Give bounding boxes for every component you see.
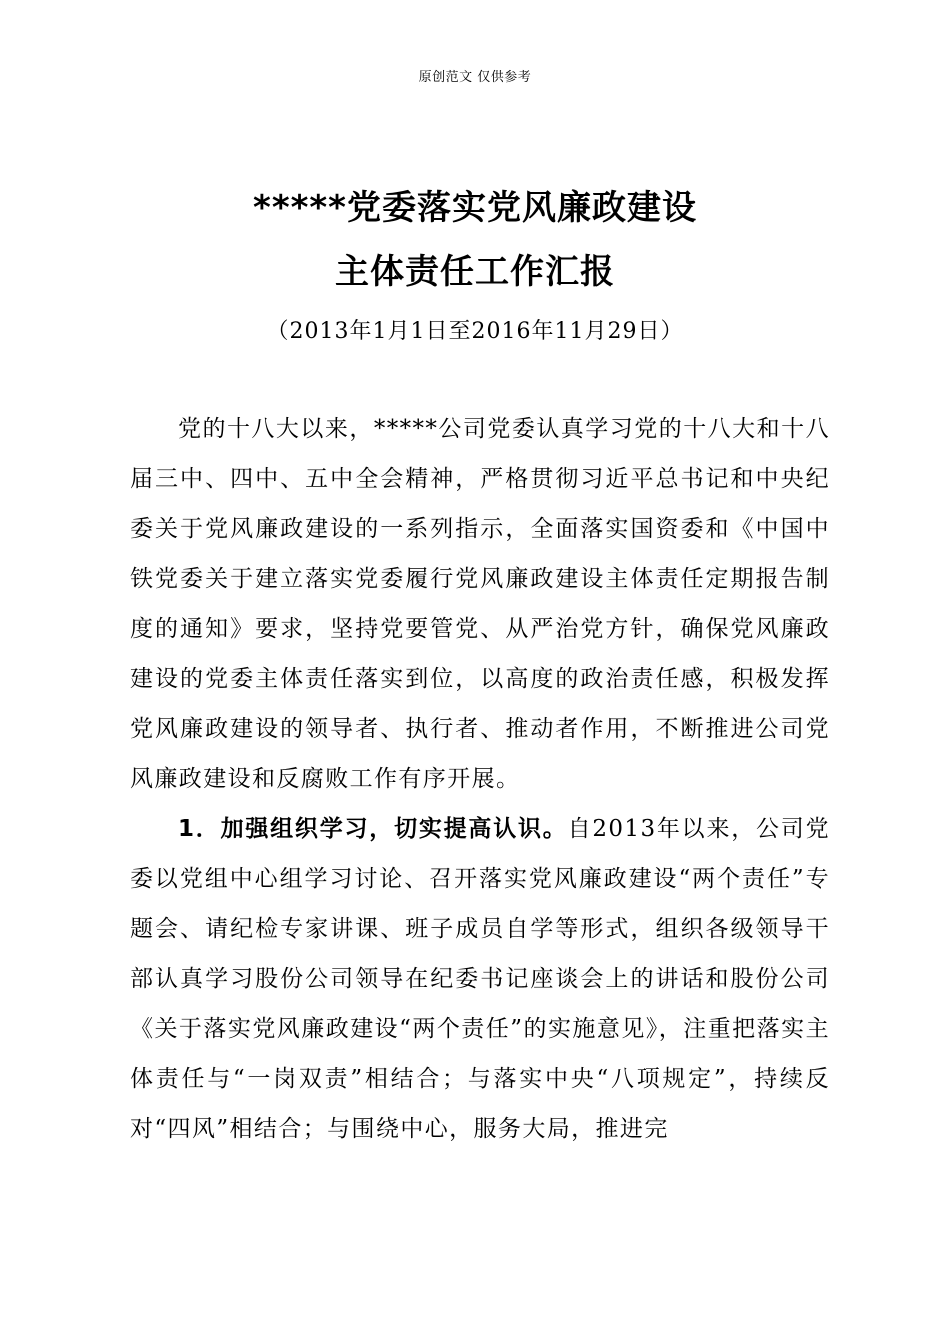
document-body bbox=[130, 404, 830, 1154]
document-title-line-1: *****党委落实党风廉政建设 bbox=[253, 188, 697, 228]
section-1-text: 自2013年以来，公司党委以党组中心组学习讨论、召开落实党风廉政建设“两个责任”专题会、请纪检专家讲课、班子成员自学等形式，组织各级领导干部认真学习股份公司领导在纪委书记座谈会上的讲话和股份公司《关于落实党风廉政建设“两个责任”的实施意见》，注重把落实主体责任与“一岗双责”相结合；与落实中央“八项规定”，持续反对“四风”相结合；与围绕中心，服务大局，推进完 bbox=[130, 816, 830, 1142]
paragraph-section-1 bbox=[130, 804, 830, 1154]
document-title-line-2: 主体责任工作汇报 bbox=[335, 252, 615, 292]
paragraph-intro-text: 党的十八大以来，*****公司党委认真学习党的十八大和十八届三中、四中、五中全会精神，严格贯彻习近平总书记和中央纪委关于党风廉政建设的一系列指示，全面落实国资委和《中国中铁党委关于建立落实党委履行党风廉政建设主体责任定期报告制度的通知》要求，坚持党要管党、从严治党方针，确保党风廉政建设的党委主体责任落实到位，以高度的政治责任感，积极发挥党风廉政建设的领导者、执行者、推动者作用，不断推进公司党风廉政建设和反腐败工作有序开展。 bbox=[130, 416, 830, 792]
date-range: （2013年1月1日至2016年11月29日） bbox=[266, 319, 684, 344]
header-note: 原创范文 仅供参考 bbox=[418, 70, 532, 85]
section-1-heading: 1．加强组织学习，切实提高认识。 bbox=[178, 816, 568, 842]
paragraph-intro bbox=[130, 404, 830, 804]
